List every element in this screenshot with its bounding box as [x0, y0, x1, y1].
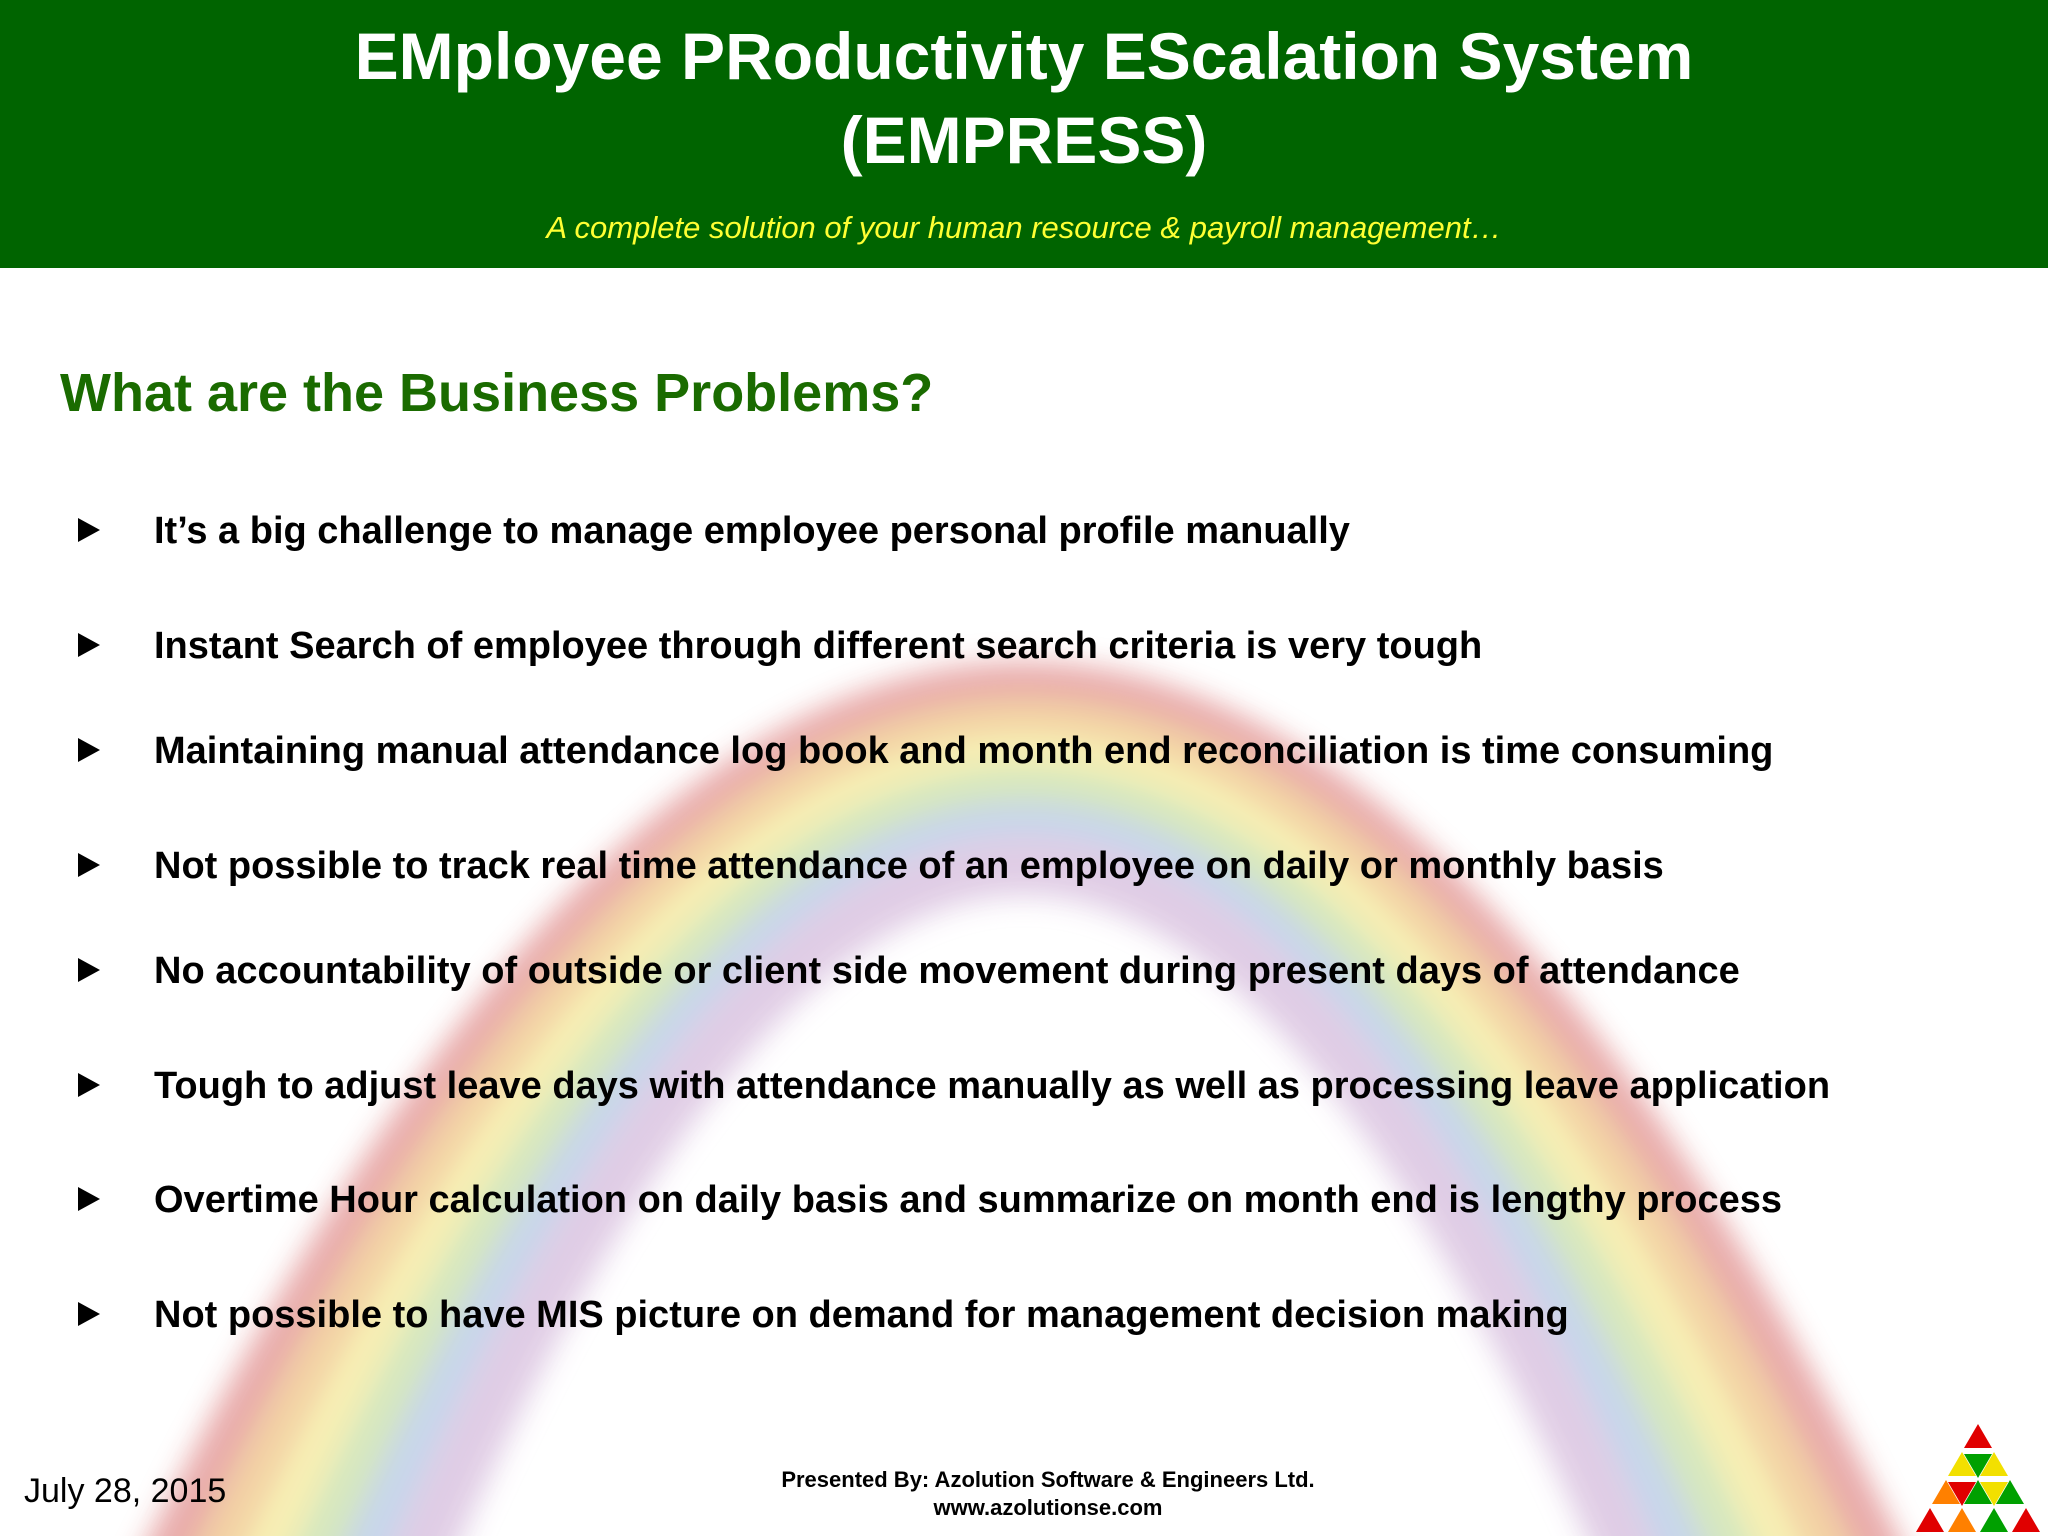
- logo-triangle-base-1: [1916, 1508, 1944, 1532]
- triangle-right-bullet-icon: [78, 1302, 100, 1326]
- problem-text: Maintaining manual attendance log book and month end reconciliation is time consuming: [154, 730, 1774, 772]
- triangle-right-bullet-icon: [78, 1187, 100, 1211]
- logo-triangle-base-2: [1948, 1508, 1976, 1532]
- footer-credits: [0, 1466, 2048, 1522]
- list-item: [78, 1175, 2018, 1225]
- list-item: [78, 1290, 2018, 1340]
- problem-text: Tough to adjust leave days with attendance manually as well as processing leave application: [154, 1065, 1831, 1107]
- problem-text: It’s a big challenge to manage employee personal profile manually: [154, 510, 1350, 552]
- list-item: [78, 726, 2018, 776]
- list-item: [78, 1061, 2018, 1111]
- section-title: What are the Business Problems?: [60, 363, 934, 423]
- problem-text: Overtime Hour calculation on daily basis and summarize on month end is lengthy process: [154, 1179, 1783, 1221]
- triangle-right-bullet-icon: [78, 518, 100, 542]
- footer-date: July 28, 2015: [24, 1472, 227, 1510]
- website-url: www.azolutionse.com: [933, 1495, 1163, 1520]
- problem-text: Not possible to track real time attendance of an employee on daily or monthly basis: [154, 845, 1664, 887]
- logo-triangle-base-3: [1980, 1508, 2008, 1532]
- triangle-right-bullet-icon: [78, 738, 100, 762]
- page-subtitle: A complete solution of your human resource & payroll management…: [546, 210, 1502, 245]
- title-line-2: (EMPRESS): [840, 103, 1208, 177]
- problem-text: Not possible to have MIS picture on demand for management decision making: [154, 1294, 1569, 1336]
- logo-triangle-top: [1964, 1424, 1992, 1448]
- logo-triangle-base-4: [2012, 1508, 2040, 1532]
- triangle-right-bullet-icon: [78, 633, 100, 657]
- problem-text: No accountability of outside or client side movement during present days of attendance: [154, 950, 1740, 992]
- list-item: [78, 841, 2018, 891]
- problem-text: Instant Search of employee through different search criteria is very tough: [154, 625, 1483, 667]
- list-item: [78, 946, 2018, 996]
- presented-by: Presented By: Azolution Software & Engineers Ltd.: [781, 1467, 1315, 1492]
- company-logo: [1908, 1420, 2048, 1536]
- list-item: [78, 621, 2018, 671]
- triangle-right-bullet-icon: [78, 1073, 100, 1097]
- triangle-right-bullet-icon: [78, 958, 100, 982]
- list-item: [78, 506, 2018, 556]
- title-line-1: EMployee PRoductivity EScalation System: [354, 19, 1694, 93]
- triangle-right-bullet-icon: [78, 853, 100, 877]
